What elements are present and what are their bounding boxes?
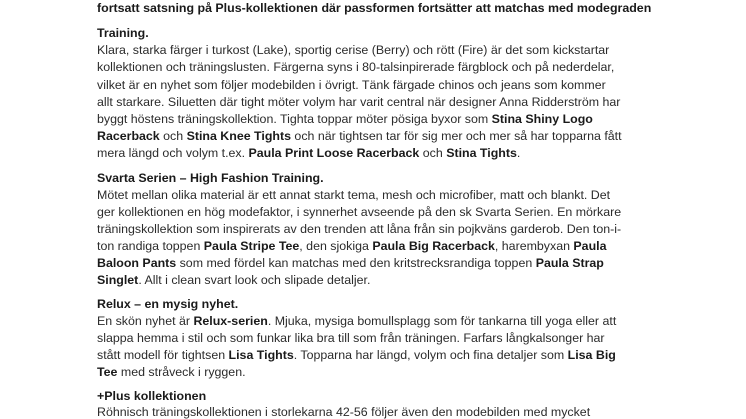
product-name: Paula Big Racerback xyxy=(372,239,495,253)
text-run: , harembyxan xyxy=(494,239,574,253)
text-run: mera längd och volym t.ex. xyxy=(97,146,249,160)
text-run: . xyxy=(516,146,521,160)
product-name: Paula Strap xyxy=(535,256,604,270)
product-name: Stina Shiny Logo xyxy=(491,112,593,126)
text-run: stått modell för tightsen xyxy=(97,348,229,362)
svarta-line-5 xyxy=(97,256,604,270)
text-run: ton randiga toppen xyxy=(97,239,204,253)
product-name: Stina Tights xyxy=(446,146,517,160)
relux-line-3 xyxy=(97,348,616,362)
product-name: Relux-serien xyxy=(193,314,268,328)
text-run: , den sjokiga xyxy=(299,239,373,253)
relux-heading: Relux – en mysig nyhet. xyxy=(97,297,239,311)
text-run: byggt höstens träningskollektion. Tighta toppar möter pösiga byxor som xyxy=(97,112,492,126)
svarta-line-3: träningskollektion som inspirerats av den trenden att låna från sin pojkväns garderob. Den ton-i- xyxy=(97,222,622,236)
plus-heading: +Plus kollektionen xyxy=(97,389,207,403)
training-line-7 xyxy=(97,146,520,160)
training-line-3: vilket är en nyhet som följer modebilden i övrigt. Tänk färgade chinos och jeans som kommer xyxy=(97,78,606,92)
text-run: med stråveck i ryggen. xyxy=(117,365,246,379)
product-name: Lisa Big xyxy=(567,348,616,362)
product-name: Tee xyxy=(97,365,118,379)
text-run: . Topparna har längd, volym och fina detaljer som xyxy=(293,348,568,362)
training-line-1: Klara, starka färger i turkost (Lake), sportig cerise (Berry) och rött (Fire) är det som kickstartar xyxy=(97,43,610,57)
top-continuation-line: fortsatt satsning på Plus-kollektionen där passformen fortsätter att matchas med modegraden xyxy=(97,1,652,15)
training-line-6 xyxy=(97,129,622,143)
svarta-line-1: Mötet mellan olika material är ett annat starkt tema, mesh och microfiber, matt och blankt. Det xyxy=(97,188,611,202)
product-name: Baloon Pants xyxy=(97,256,177,270)
product-name: Paula xyxy=(573,239,607,253)
plus-line-1: Röhnisch träningskollektionen i storlekarna 42-56 följer även den modebilden med mycket xyxy=(97,405,591,419)
relux-line-2: slappa hemma i stil och som funkar lika bra till som från träningen. Farfars långkalsonger har xyxy=(97,331,605,345)
svarta-line-6 xyxy=(97,273,370,287)
text-run: En skön nyhet är xyxy=(97,314,194,328)
svarta-heading: Svarta Serien – High Fashion Training. xyxy=(97,171,324,185)
text-run: . Allt i clean svart look och slipade detaljer. xyxy=(138,273,371,287)
product-name: Stina Knee Tights xyxy=(186,129,291,143)
training-line-4: allt starkare. Siluetten där tight möter volym har varit central när designer Anna Ridderström har xyxy=(97,95,621,109)
text-run: och xyxy=(419,146,447,160)
text-run: som med fördel kan matchas med den kritstrecksrandiga toppen xyxy=(176,256,536,270)
training-line-2: kollektionen och träningslusten. Färgerna syns i 80-talsinpirerade färgblock och på nederdelar, xyxy=(97,60,615,74)
product-name: Lisa Tights xyxy=(228,348,294,362)
text-run: . Mjuka, mysiga bomullsplagg som för tankarna till yoga eller att xyxy=(267,314,617,328)
training-line-5 xyxy=(97,112,593,126)
text-run: och när tightsen tar för sig mer och mer så har topparna fått xyxy=(290,129,622,143)
product-name: Racerback xyxy=(97,129,160,143)
product-name: Paula Stripe Tee xyxy=(203,239,300,253)
product-name: Singlet xyxy=(97,273,139,287)
svarta-line-2: ger kollektionen en hög modefaktor, i synnerhet avseende på den sk Svarta Serien. En mörkare xyxy=(97,205,622,219)
relux-line-4 xyxy=(97,365,246,379)
training-heading: Training. xyxy=(97,26,149,40)
product-name: Paula Print Loose Racerback xyxy=(248,146,420,160)
relux-line-1 xyxy=(97,314,616,328)
text-run: och xyxy=(159,129,187,143)
svarta-line-4 xyxy=(97,239,606,253)
